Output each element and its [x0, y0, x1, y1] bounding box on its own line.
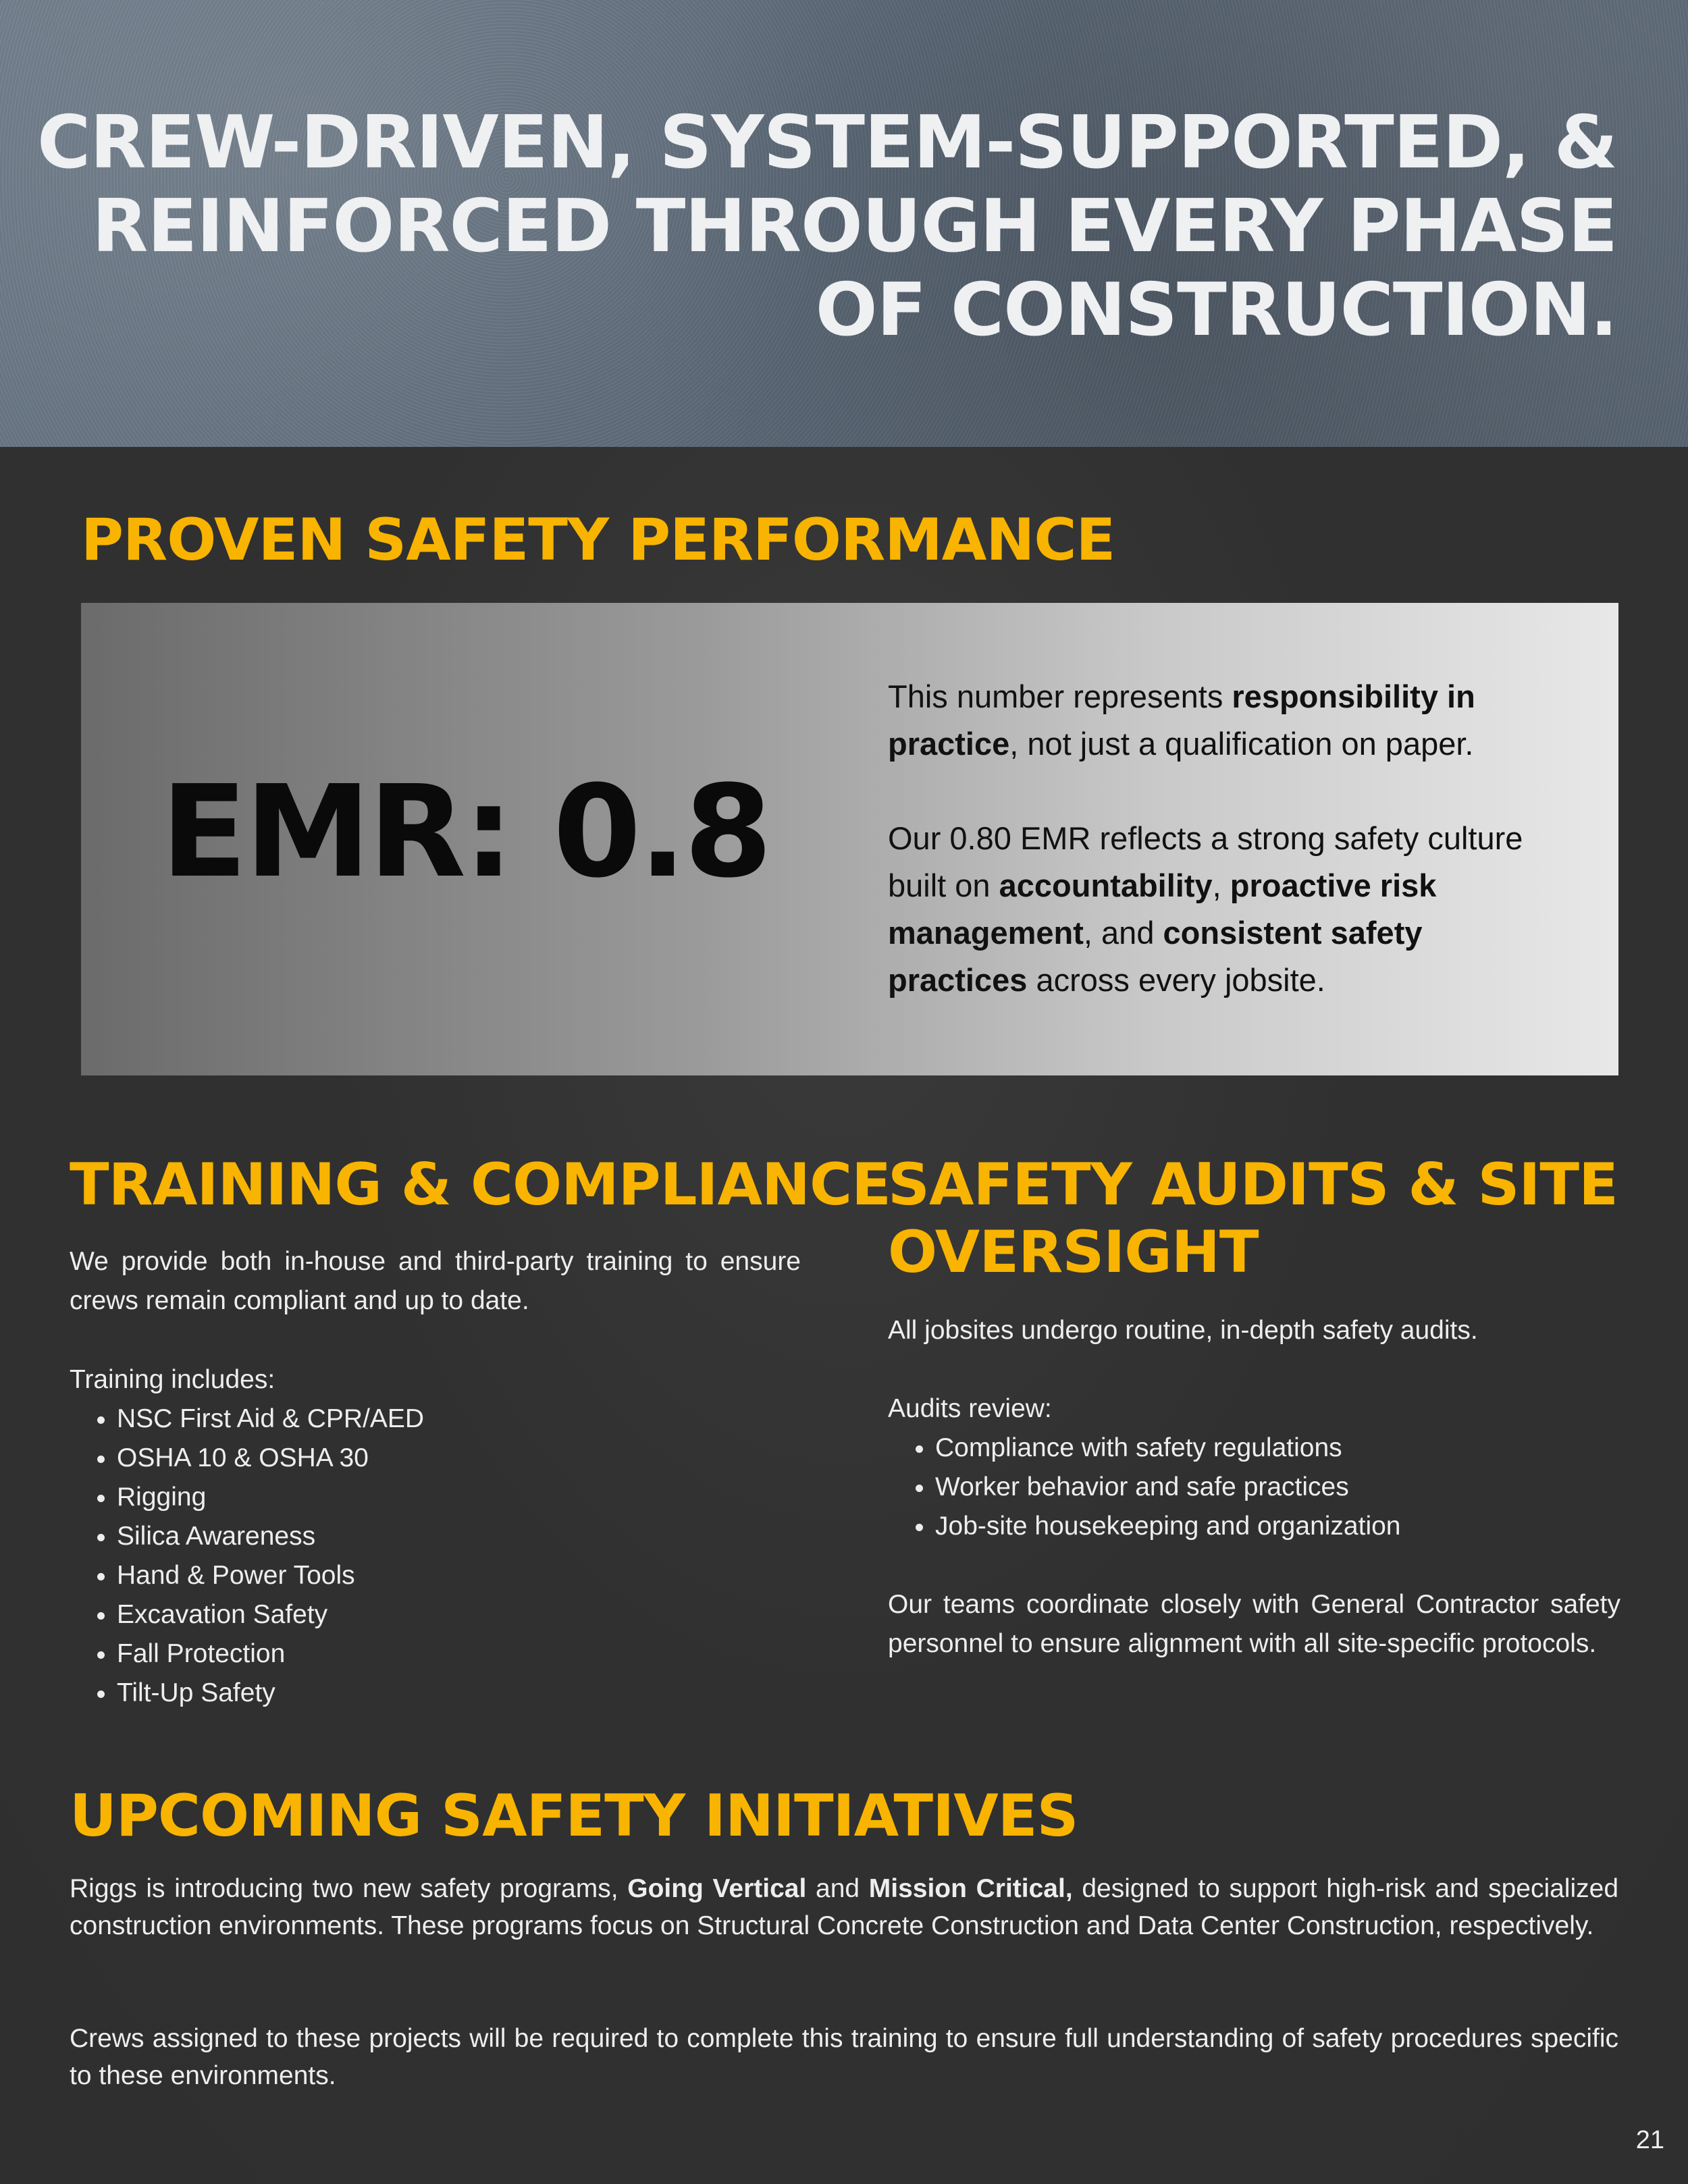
list-item: • Hand & Power Tools [117, 1556, 801, 1595]
list-item: • Job-site housekeeping and organization [935, 1507, 1620, 1546]
bold-text-run: Going Vertical [627, 1874, 807, 1903]
list-item: • Compliance with safety regulations [935, 1429, 1620, 1468]
emr-paragraph-1 [888, 673, 1563, 768]
text-run: across every jobsite. [1027, 962, 1325, 998]
bold-text-run: accountability [999, 868, 1213, 903]
upcoming-paragraph-1-text [70, 1870, 1618, 1944]
text-run: designed to support high-risk and specialized construction environments. These programs focus on Structural Concrete Construction and Data Center Construction, respectively. [70, 1874, 1619, 1940]
audits-coordination [888, 1585, 1620, 1663]
hero-banner [0, 0, 1688, 447]
text-run: Our 0.80 EMR reflects a strong safety culture built on [888, 820, 1523, 903]
bold-text-run: proactive risk management [888, 868, 1437, 951]
emr-description [888, 673, 1563, 1004]
page-number: 21 [1635, 2126, 1664, 2154]
section-title-safety-audits: SAFETY AUDITS & SITE OVERSIGHT [888, 1151, 1618, 1286]
list-item: • Tilt-Up Safety [117, 1674, 801, 1713]
list-item: • Rigging [117, 1478, 801, 1517]
upcoming-paragraph-2-text: Crews assigned to these projects will be required to complete this training to ensure full understanding of safety procedures specific to these environments. [70, 2024, 1618, 2090]
list-item: • Fall Protection [117, 1634, 801, 1674]
list-item: • Excavation Safety [117, 1595, 801, 1634]
text-run: , not just a qualification on paper. [1009, 726, 1474, 762]
section-title-proven-safety-performance: PROVEN SAFETY PERFORMANCE [81, 506, 1115, 574]
text-run: , and [1083, 915, 1163, 951]
training-list [70, 1400, 801, 1713]
training-includes [70, 1360, 801, 1713]
audits-intro [888, 1311, 1620, 1350]
audits-review [888, 1389, 1620, 1546]
list-item: • Worker behavior and safe practices [935, 1468, 1620, 1507]
audits-list [888, 1429, 1620, 1546]
bold-text-run: Mission Critical, [868, 1874, 1073, 1903]
upcoming-paragraph-1 [70, 1870, 1618, 1944]
text-run: Riggs is introducing two new safety programs, [70, 1874, 628, 1903]
upcoming-paragraph-2 [70, 2020, 1618, 2094]
audits-intro-text: All jobsites undergo routine, in-depth safety audits. [888, 1316, 1478, 1345]
emr-value: EMR: 0.8 [161, 758, 770, 906]
emr-paragraph-2 [888, 815, 1563, 1004]
section-title-upcoming-initiatives: UPCOMING SAFETY INITIATIVES [70, 1782, 1078, 1850]
training-intro [70, 1242, 801, 1321]
text-run: , [1212, 868, 1230, 903]
audits-review-label: Audits review: [888, 1394, 1052, 1423]
list-item: • NSC First Aid & CPR/AED [117, 1400, 801, 1439]
text-run: This number represents [888, 678, 1232, 714]
training-intro-text: We provide both in-house and third-party training to ensure crews remain compliant and up to date. [70, 1247, 801, 1315]
hero-title: CREW-DRIVEN, SYSTEM-SUPPORTED, & REINFORCED THROUGH EVERY PHASE OF CONSTRUCTION. [37, 101, 1617, 352]
list-item: • OSHA 10 & OSHA 30 [117, 1439, 801, 1478]
list-item: • Silica Awareness [117, 1517, 801, 1556]
emr-panel [81, 603, 1618, 1075]
audits-coordination-text: Our teams coordinate closely with General Contractor safety personnel to ensure alignment with all site-specific protocols. [888, 1590, 1620, 1658]
bold-text-run: responsibility in practice [888, 678, 1475, 762]
section-title-training-compliance: TRAINING & COMPLIANCE [70, 1151, 891, 1219]
text-run: and [806, 1874, 869, 1903]
training-includes-label: Training includes: [70, 1365, 275, 1394]
bold-text-run: consistent safety practices [888, 915, 1423, 998]
